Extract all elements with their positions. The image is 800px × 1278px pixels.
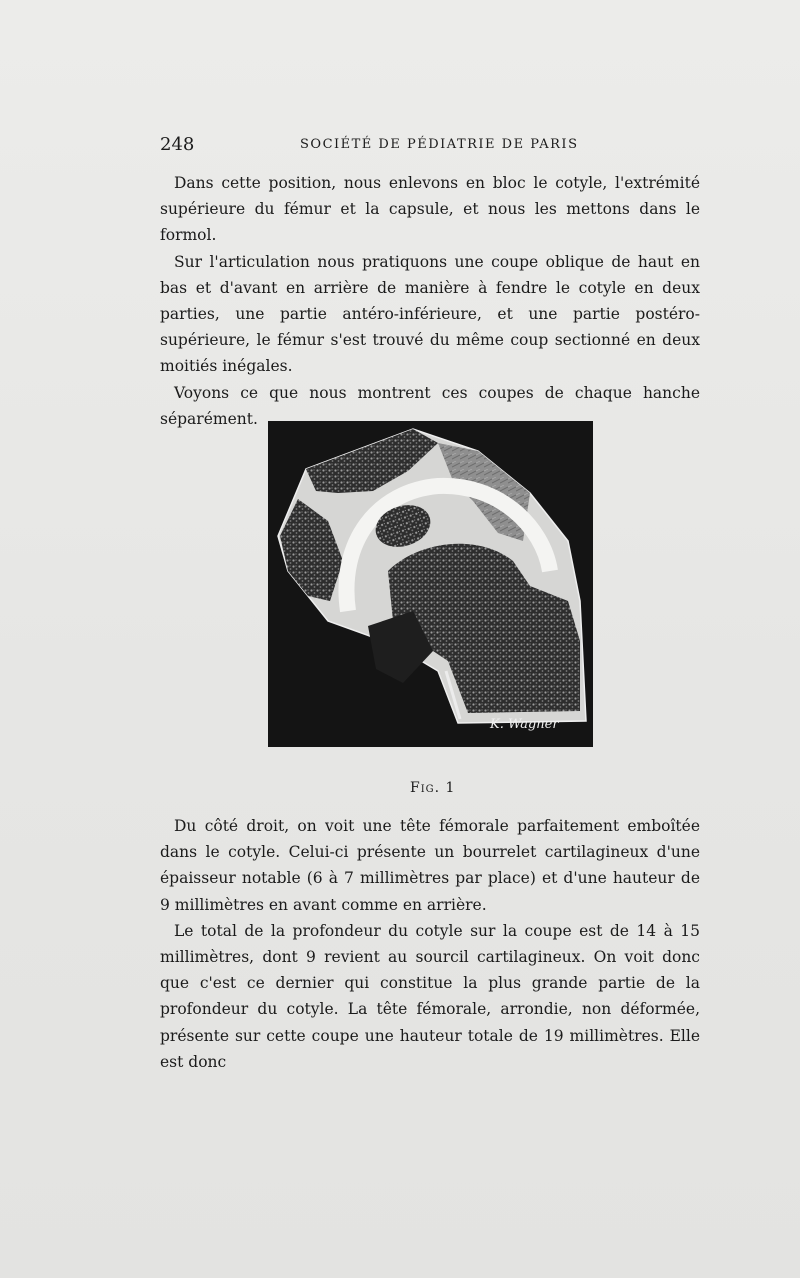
paragraph: Le total de la profondeur du cotyle sur la coupe est de 14 à 15 millimètres, dont 9 revient au sourcil cartilagineux. On voit donc que c'est ce dernier qui constitue la plus grande partie de la profondeur du cotyle. La tête fémorale, arrondie, non déformée, présente sur cette coupe une hauteur totale de 19 millimètres. Elle est donc: [160, 921, 700, 1071]
running-title: SOCIÉTÉ DE PÉDIATRIE DE PARIS: [300, 137, 579, 152]
page-header: [160, 134, 700, 158]
hip-joint-illustration: [268, 421, 593, 747]
paragraph: Sur l'articulation nous pratiquons une coupe oblique de haut en bas et d'avant en arrière de manière à fendre le cotyle en deux parties, une partie antéro-inférieure, et une partie postéro-supérieure, le fémur s'est trouvé du même coup sectionné en deux moitiés inégales.: [160, 252, 700, 376]
figure-hip-section: [268, 421, 593, 747]
text-block-top: [160, 170, 700, 432]
figure-caption: Fig. 1: [410, 780, 456, 796]
paragraph: Du côté droit, on voit une tête fémorale parfaitement emboîtée dans le cotyle. Celui-ci présente un bourrelet cartilagineux d'une épaisseur notable (6 à 7 millimètres par place) et d'une hauteur de 9 millimètres en avant comme en arrière.: [160, 817, 700, 914]
paragraph: Dans cette position, nous enlevons en bloc le cotyle, l'extrémité supérieure du fémur et la capsule, et nous les mettons dans le formol.: [160, 174, 700, 245]
artist-signature: K. Wagner: [490, 717, 559, 732]
text-block-bottom: [160, 813, 700, 1075]
page-number: 248: [160, 134, 195, 155]
paragraph: Voyons ce que nous montrent ces coupes de chaque hanche séparément.: [160, 383, 700, 428]
